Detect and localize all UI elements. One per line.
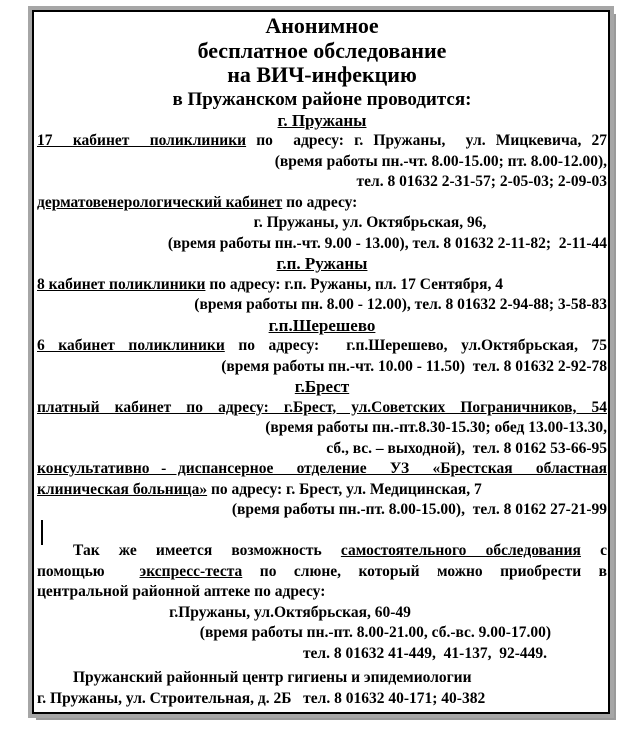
document-title-line-1: Анонимное: [265, 13, 379, 38]
selftest-paragraph-line-3: центральной районной аптеке по адресу:: [37, 583, 326, 600]
selftest-paragraph-line-2: [37, 562, 607, 583]
entry-name-line-2: [37, 480, 607, 501]
section-heading-shereshevo: [37, 316, 607, 337]
section-heading-ruzhany: [37, 254, 607, 275]
entry-hours-line: (время работы пн.-чт. 9.00 - 13.00), тел. 8 01632 2-11-82; 2-11-44: [167, 234, 607, 252]
document-title-line-3: на ВИЧ-инфекцию: [227, 62, 417, 87]
entry-name-line: [37, 336, 607, 357]
entry-name-line: [37, 459, 607, 480]
entry-hours-line: (время работы пн.-пт. 8.00-15.00), тел. 8 0162 27-21-99: [231, 501, 607, 518]
pharmacy-address-line: г.Пружаны, ул.Октябрьская, 60-49: [169, 603, 411, 621]
entry-name-rest: по адресу: г. Брест, ул. Медицинская, 7: [207, 480, 482, 498]
entry-name: консультативно - диспансерное отделение УЗ «Брестская областная: [37, 460, 607, 477]
entry-name: дерматовенерологический кабинет: [37, 193, 283, 211]
entry-name-rest: по адресу: г.п.Шерешево, ул.Октябрьская, 75: [224, 337, 607, 354]
section-heading-text: г.п. Ружаны: [276, 254, 368, 273]
entry-name-line: [37, 193, 607, 214]
document-title-line-2: бесплатное обследование: [197, 37, 447, 63]
footer-address-phone: г. Пружаны, ул. Строительная, д. 2Б тел. 8 01632 40-171; 40-382: [37, 689, 486, 707]
section-heading-pruzhany: [37, 111, 607, 132]
section-heading-brest: [37, 377, 607, 398]
document-subtitle: в Пружанском районе проводится:: [172, 88, 472, 110]
entry-name-rest: по адресу: г. Пружаны, ул. Мицкевича, 27: [246, 132, 607, 149]
selftest-text: с: [580, 542, 607, 559]
entry-hours-line: (время работы пн. 8.00 - 12.00), тел. 8 01632 2-94-88; 3-58-83: [194, 296, 607, 313]
entry-name: 17 кабинет поликлиники: [37, 132, 247, 149]
entry-name-line: [37, 398, 607, 419]
text-cursor: [41, 520, 43, 545]
entry-name: 8 кабинет поликлиники: [37, 275, 206, 293]
entry-hours-line: сб., вс. – выходной), тел. 8 0162 53-66-95: [326, 439, 607, 457]
pharmacy-phone-line: тел. 8 01632 41-449, 41-137, 92-449.: [302, 644, 547, 662]
entry-phone-line: тел. 8 01632 2-31-57; 2-05-03; 2-09-03: [356, 173, 607, 190]
selftest-text: Так же имеется возможность: [73, 542, 341, 559]
entry-name: платный кабинет по адресу: г.Брест, ул.Советских Пограничников, 54: [37, 398, 607, 416]
empty-line: [37, 521, 607, 542]
entry-name-rest: по адресу:: [282, 193, 358, 211]
section-heading-text: г. Пружаны: [277, 110, 367, 130]
section-heading-text: г.Брест: [294, 377, 350, 396]
selftest-paragraph-line-1: [37, 541, 607, 562]
entry-address-line: г. Пружаны, ул. Октябрьская, 96,: [253, 214, 487, 231]
entry-hours-line: (время работы пн.-чт. 10.00 - 11.50) тел. 8 01632 2-92-78: [221, 357, 607, 375]
document-page[interactable]: [32, 10, 610, 714]
footer-organization: Пружанский районный центр гигиены и эпидемиологии: [73, 669, 472, 686]
entry-name-line: [37, 131, 607, 152]
entry-hours-line: (время работы пн.-пт.8.30-15.30; обед 13.00-13.30,: [265, 419, 607, 436]
entry-name-rest: по адресу: г.п. Ружаны, пл. 17 Сентября, 4: [205, 275, 504, 293]
entry-name: 6 кабинет поликлиники: [37, 337, 225, 354]
selftest-underlined-text: экспресс-теста: [139, 562, 243, 580]
section-heading-text: г.п.Шерешево: [268, 315, 376, 335]
entry-hours-line: (время работы пн.-чт. 8.00-15.00; пт. 8.00-12.00),: [274, 152, 607, 170]
selftest-text: помощью: [37, 562, 140, 580]
selftest-underlined-text: самостоятельного обследования: [340, 542, 581, 559]
entry-name-line: [37, 275, 607, 296]
entry-name-continued: клиническая больница»: [37, 480, 208, 498]
selftest-text: по слюне, который можно приобрести в: [242, 562, 607, 580]
pharmacy-hours-line: (время работы пн.-пт. 8.00-21.00, сб.-вс. 9.00-17.00): [199, 624, 551, 641]
